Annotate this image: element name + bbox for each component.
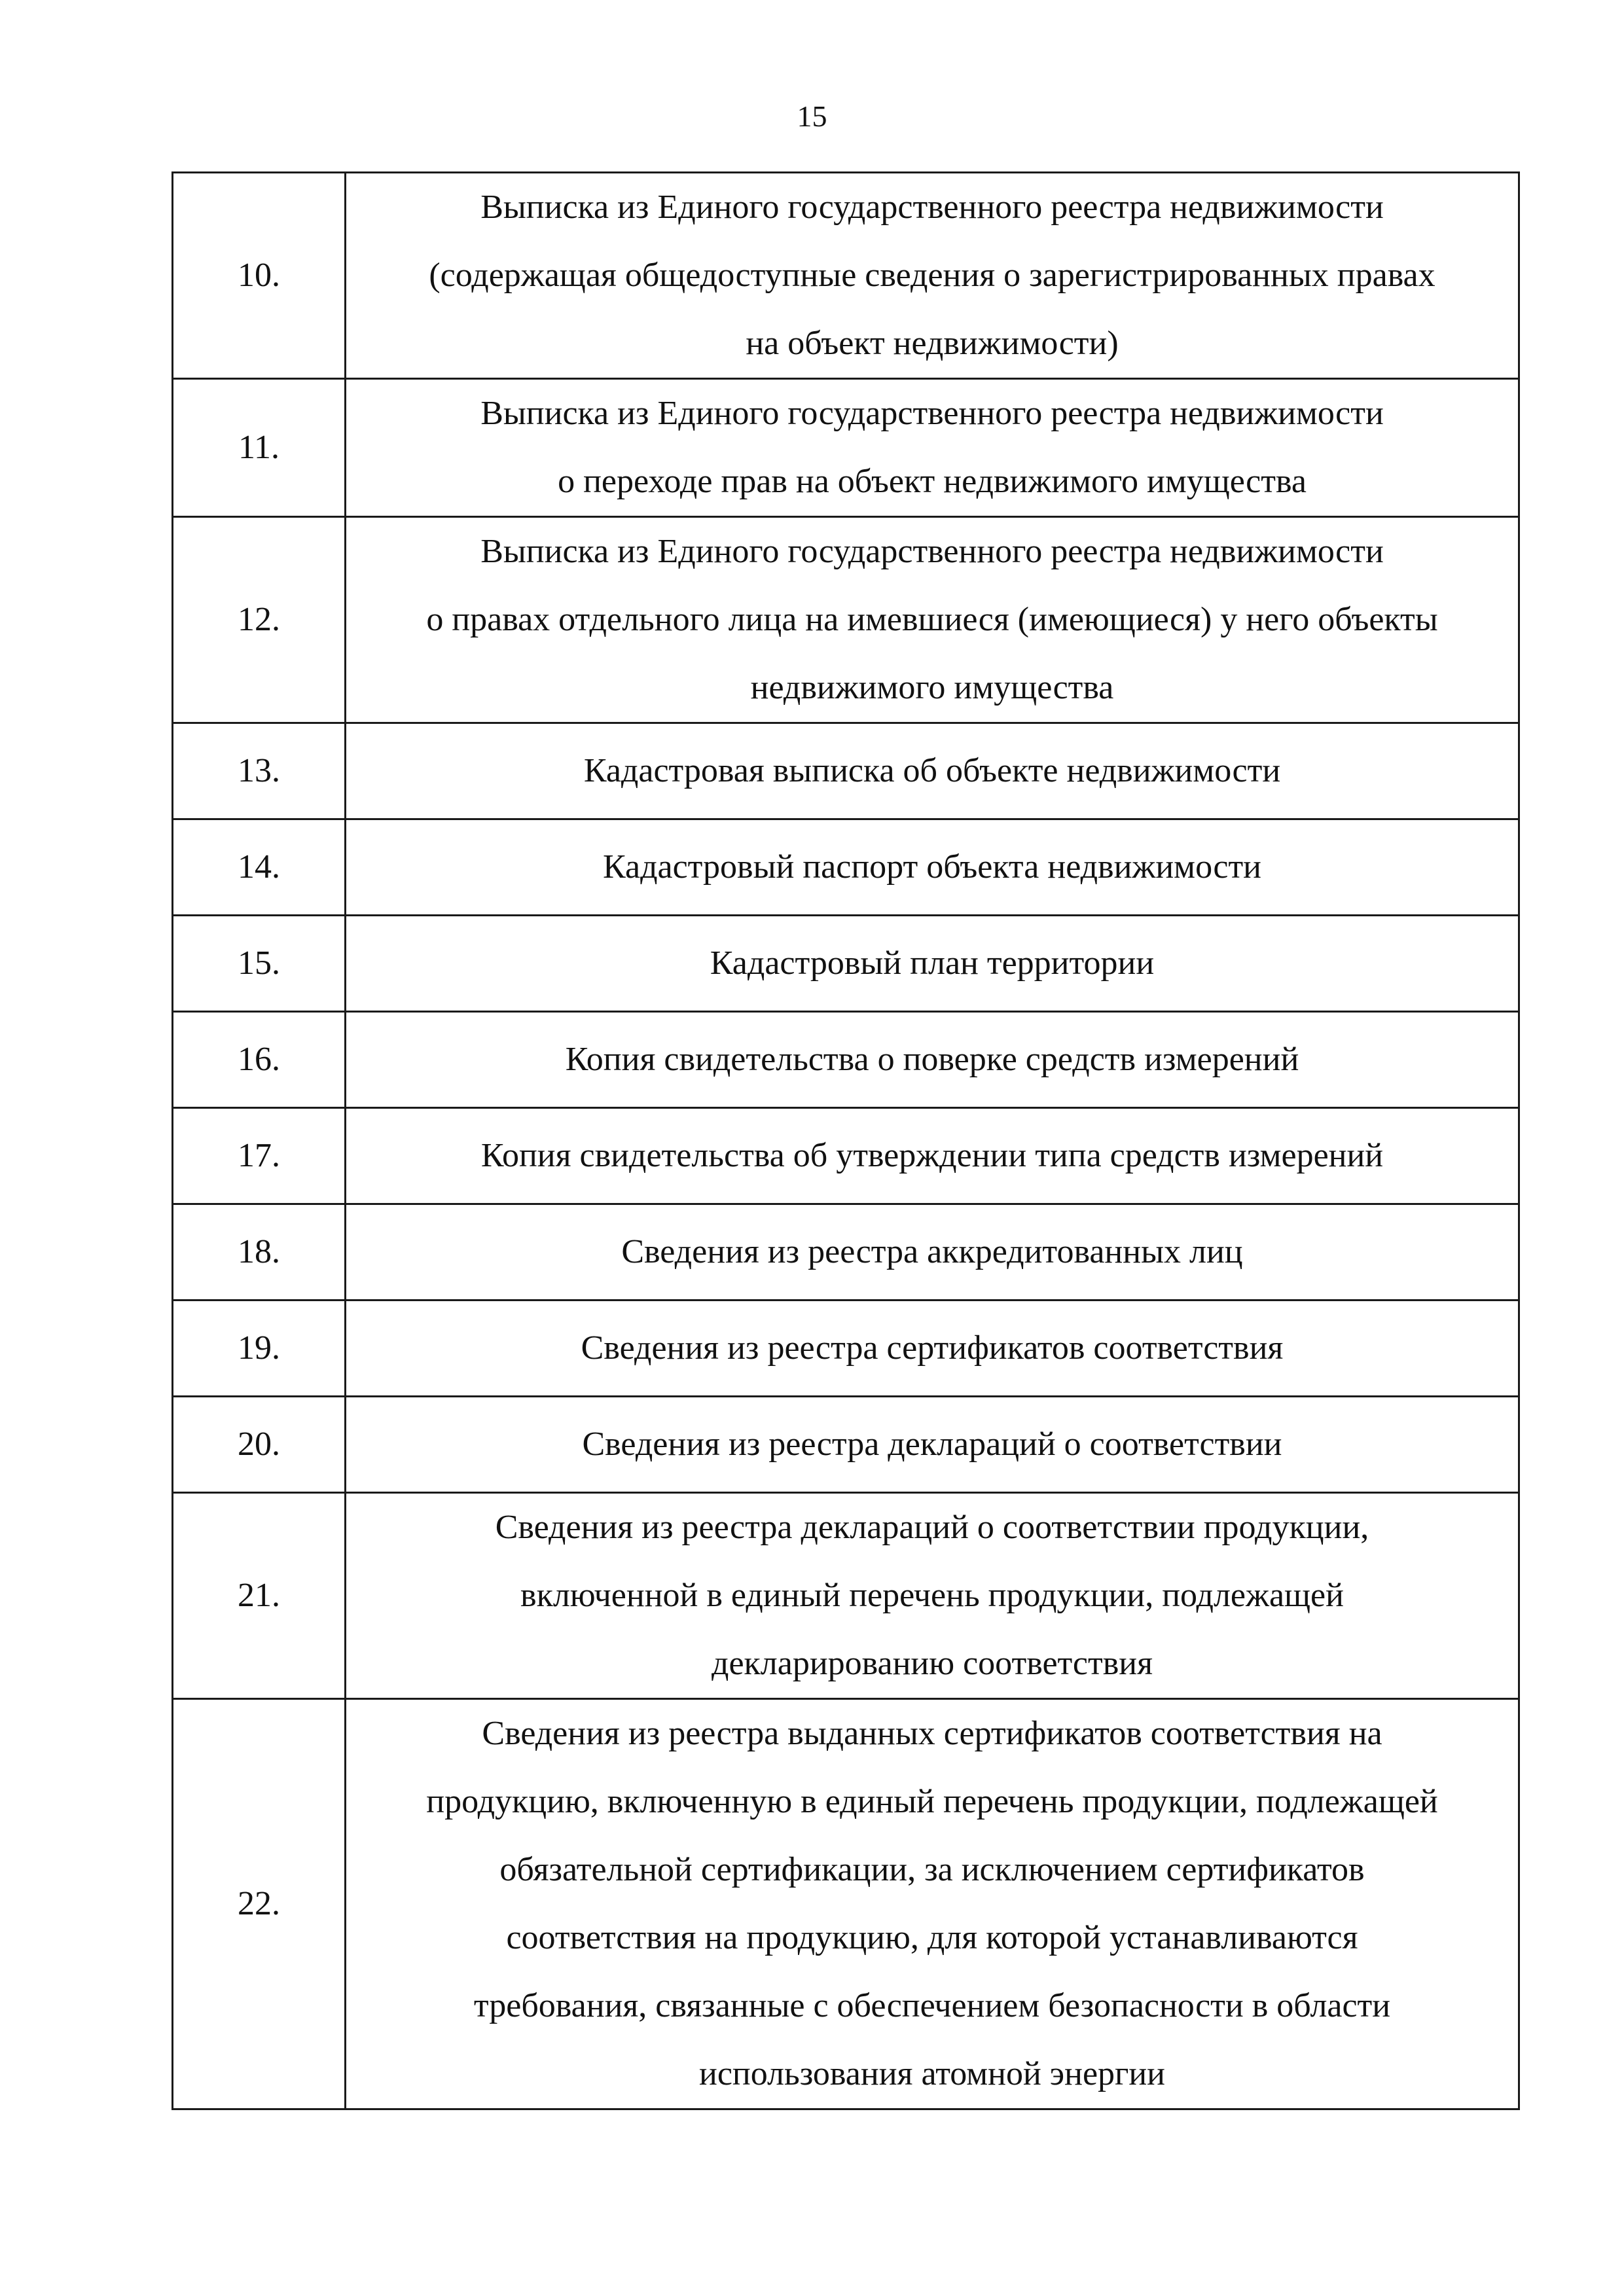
document-name-cell [346,517,1519,723]
document-name-line: требования, связанные с обеспечением безопасности в области [473,1987,1391,2024]
row-number-cell [173,1204,346,1300]
row-number: 14. [238,848,280,886]
table-body [173,173,1519,2109]
document-name-line: декларированию соответствия [711,1645,1153,1682]
table-row [173,1493,1519,1699]
document-name-cell [346,1204,1519,1300]
document-name-line: продукцию, включенную в единый перечень продукции, подлежащей [426,1783,1438,1820]
document-name-cell [346,379,1519,517]
document-name-line: Копия свидетельства об утверждении типа средств измерений [480,1137,1384,1174]
document-name-line: Кадастровая выписка об объекте недвижимости [583,752,1281,789]
row-number: 20. [238,1426,280,1463]
document-name-line: Копия свидетельства о поверке средств измерений [565,1041,1299,1078]
document-name-line: Сведения из реестра деклараций о соответствии [582,1426,1282,1463]
row-number-cell [173,173,346,379]
table-row [173,1012,1519,1108]
row-number-cell [173,819,346,916]
document-name-line: (содержащая общедоступные сведения о зарегистрированных правах [429,257,1435,294]
table-row [173,517,1519,723]
row-number-cell [173,1300,346,1397]
row-number-cell [173,379,346,517]
row-number: 22. [238,1885,280,1922]
document-name-line: Выписка из Единого государственного реестра недвижимости [480,395,1384,432]
document-name-cell [346,1300,1519,1397]
document-name-cell [346,1012,1519,1108]
row-number: 10. [238,257,280,294]
document-name-cell [346,819,1519,916]
document-name-line: на объект недвижимости) [746,325,1119,362]
row-number: 13. [238,752,280,789]
document-name-line: Выписка из Единого государственного реестра недвижимости [480,533,1384,570]
document-name-cell [346,723,1519,819]
document-name-line: соответствия на продукцию, для которой устанавливаются [506,1919,1358,1956]
document-name-line: Кадастровый план территории [710,944,1155,982]
row-number-cell [173,916,346,1012]
row-number: 15. [238,944,280,982]
document-name-line: о правах отдельного лица на имевшиеся (имеющиеся) у него объекты [426,601,1438,638]
document-name-line: Кадастровый паспорт объекта недвижимости [602,848,1262,886]
table-row [173,1204,1519,1300]
row-number: 12. [238,601,280,638]
row-number: 16. [238,1041,280,1078]
document-name-cell [346,1493,1519,1699]
document-name-line: использования атомной энергии [698,2055,1166,2092]
row-number-cell [173,1699,346,2109]
table-row [173,819,1519,916]
row-number: 21. [238,1577,280,1614]
row-number-cell [173,1108,346,1204]
document-name-line: Сведения из реестра сертификатов соответствия [581,1329,1284,1367]
table-row [173,723,1519,819]
row-number-cell [173,1493,346,1699]
document-name-cell [346,1397,1519,1493]
row-number-cell [173,1012,346,1108]
row-number: 18. [238,1233,280,1270]
table-row [173,916,1519,1012]
table-row [173,1300,1519,1397]
document-registry-table [171,171,1520,2110]
row-number: 11. [238,429,280,466]
document-name-line: о переходе прав на объект недвижимого имущества [558,463,1307,500]
row-number-cell [173,723,346,819]
row-number: 17. [238,1137,280,1174]
table-row [173,1699,1519,2109]
document-name-cell [346,173,1519,379]
document-name-line: Сведения из реестра аккредитованных лиц [621,1233,1243,1270]
document-name-line: Сведения из реестра деклараций о соответствии продукции, [495,1509,1369,1546]
table-row [173,379,1519,517]
document-name-line: Сведения из реестра выданных сертификатов соответствия на [482,1715,1382,1752]
document-name-line: обязательной сертификации, за исключением сертификатов [499,1851,1365,1888]
document-name-cell [346,1699,1519,2109]
document-name-line: недвижимого имущества [750,669,1114,706]
table-row [173,1397,1519,1493]
table-row [173,173,1519,379]
document-name-line: включенной в единый перечень продукции, подлежащей [520,1577,1344,1614]
document-name-line: Выписка из Единого государственного реестра недвижимости [480,188,1384,226]
page-number: 15 [797,99,827,133]
document-name-cell [346,1108,1519,1204]
row-number-cell [173,1397,346,1493]
document-name-cell [346,916,1519,1012]
table-row [173,1108,1519,1204]
row-number: 19. [238,1329,280,1367]
row-number-cell [173,517,346,723]
